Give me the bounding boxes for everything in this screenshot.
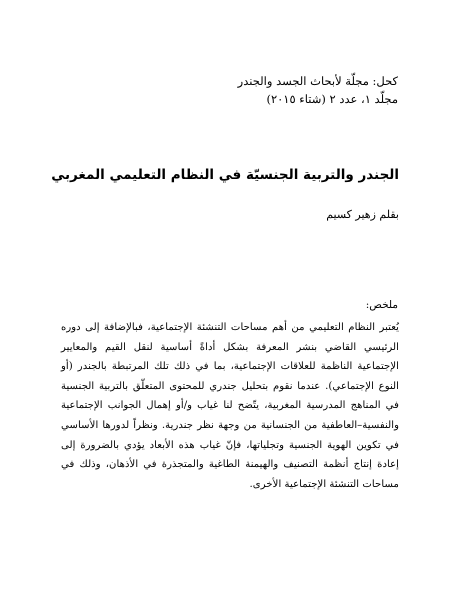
abstract-heading: ملخص: [365, 299, 398, 311]
article-title: الجندر والتربية الجنسيّة في النظام التعليمي المغربي [51, 167, 399, 183]
article-author: بقلم زهير كسيم [326, 208, 399, 221]
abstract-body: يُعتبر النظام التعليمي من أهم مساحات التنشئة الإجتماعية، فبالإضافة إلى دوره الرئيسي القاضي بنشر المعرفة بشكل أداةً أساسية لنقل القيم والمعايير الإجتماعية الناظمة للعلاقات الإجتماعية، بما في ذلك تلك المرتبطة بالجندر (أو النوع الإجتماعي). عندما نقوم بتحليل جندري للمحتوى المتعلّق بالتربية الجنسية في المناهج المدرسية المغربية، يتّضح لنا غياب و/أو إهمال الجوانب الإجتماعية والنفسية–العاطفية من الجنسانية من وجهة نظر جندرية. ونظراً لدورها الأساسي في تكوين الهوية الجنسية وتجلياتها، فإنّ غياب هذه الأبعاد يؤدي بالضرورة إلى إعادة إنتاج أنظمة التصنيف والهيمنة الطاغية والمتجذرة في الأذهان، وذلك في مساحات التنشئة الإجتماعية الأخرى. [61, 322, 399, 490]
journal-issue: مجلّد ١، عدد ٢ (شتاء ٢٠١٥) [266, 92, 398, 106]
journal-header [238, 72, 398, 108]
journal-name: كحل: مجلّة لأبحاث الجسد والجندر [237, 74, 398, 88]
